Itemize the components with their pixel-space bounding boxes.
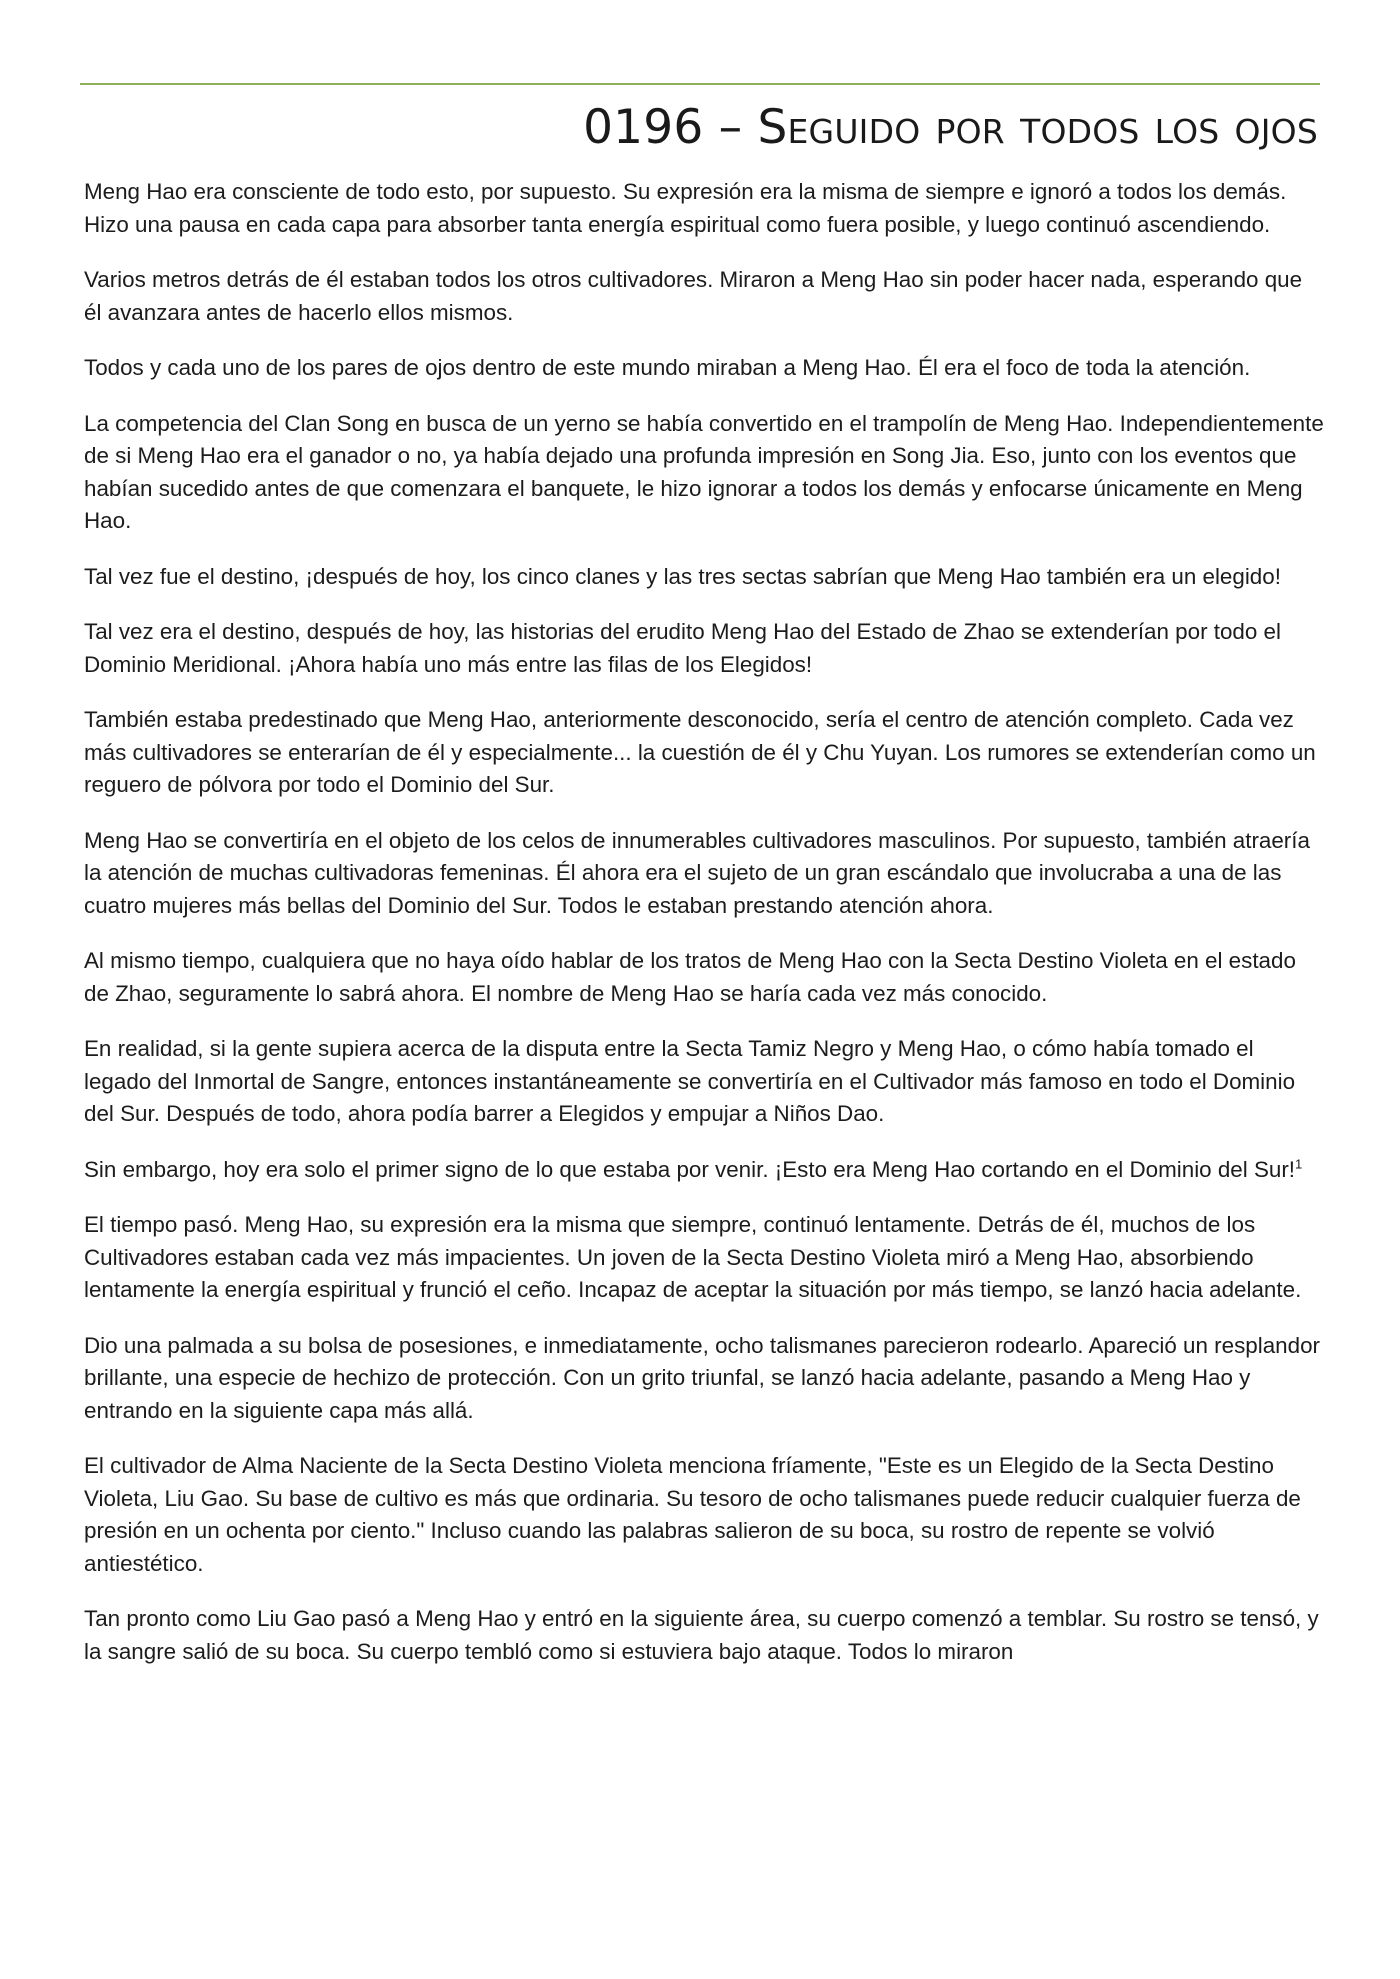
paragraph: Al mismo tiempo, cualquiera que no haya oído hablar de los tratos de Meng Hao con la Secta Destino Violeta en el estado de Zhao, seguramente lo sabrá ahora. El nombre de Meng Hao se haría cada vez más conocido.: [84, 948, 1296, 1006]
paragraph-with-footnote: [84, 1154, 1324, 1187]
paragraph: El cultivador de Alma Naciente de la Secta Destino Violeta menciona fríamente, "Este es un Elegido de la Secta Destino Violeta, Liu Gao. Su base de cultivo es más que ordinaria. Su tesoro de ocho talismanes puede reducir cualquier fuerza de presión en un ochenta por ciento." Incluso cuando las palabras salieron de su boca, su rostro de repente se volvió antiestético.: [84, 1453, 1301, 1576]
paragraph: Tal vez era el destino, después de hoy, las historias del erudito Meng Hao del Estado de Zhao se extenderían por todo el Dominio Meridional. ¡Ahora había uno más entre las filas de los Elegidos!: [84, 619, 1281, 677]
paragraph: La competencia del Clan Song en busca de un yerno se había convertido en el trampolín de Meng Hao. Independientemente de si Meng Hao era el ganador o no, ya había dejado una profunda impresión en Song Jia. Eso, junto con los eventos que habían sucedido antes de que comenzara el banquete, le hizo ignorar a todos los demás y enfocarse únicamente en Meng Hao.: [84, 410, 1324, 533]
footnote-marker[interactable]: 1: [1295, 1156, 1303, 1172]
paragraph: Dio una palmada a su bolsa de posesiones, e inmediatamente, ocho talismanes parecieron rodearlo. Apareció un resplandor brillante, una especie de hechizo de protección. Con un grito triunfal, se lanzó hacia adelante, pasando a Meng Hao y entrando en la siguiente capa más allá.: [84, 1332, 1320, 1423]
header-rule: [80, 83, 1320, 85]
paragraph: También estaba predestinado que Meng Hao, anteriormente desconocido, sería el centro de atención completo. Cada vez más cultivadores se enterarían de él y especialmente... la cuestión de él y Chu Yuyan. Los rumores se extenderían como un reguero de pólvora por todo el Dominio del Sur.: [84, 707, 1316, 797]
paragraph: Meng Hao se convertiría en el objeto de los celos de innumerables cultivadores masculinos. Por supuesto, también atraería la atención de muchas cultivadoras femeninas. Él ahora era el sujeto de un gran escándalo que involucraba a una de las cuatro mujeres más bellas del Dominio del Sur. Todos le estaban prestando atención ahora.: [84, 827, 1310, 918]
chapter-body: [84, 176, 1324, 1691]
paragraph: El tiempo pasó. Meng Hao, su expresión era la misma que siempre, continuó lentamente. Detrás de él, muchos de los Cultivadores estaban cada vez más impacientes. Un joven de la Secta Destino Violeta miró a Meng Hao, absorbiendo lentamente la energía espiritual y frunció el ceño. Incapaz de aceptar la situación por más tiempo, se lanzó hacia adelante.: [84, 1212, 1302, 1302]
paragraph-text: Sin embargo, hoy era solo el primer signo de lo que estaba por venir. ¡Esto era Meng Hao cortando en el Dominio del Sur!: [84, 1156, 1296, 1182]
paragraph: Meng Hao era consciente de todo esto, por supuesto. Su expresión era la misma de siempre e ignoró a todos los demás. Hizo una pausa en cada capa para absorber tanta energía espiritual como fuera posible, y luego continuó ascendiendo.: [84, 179, 1287, 237]
paragraph: Todos y cada uno de los pares de ojos dentro de este mundo miraban a Meng Hao. Él era el foco de toda la atención.: [84, 355, 1251, 380]
chapter-title: 0196 – Seguido por todos los ojos: [583, 100, 1318, 155]
paragraph: Varios metros detrás de él estaban todos los otros cultivadores. Miraron a Meng Hao sin poder hacer nada, esperando que él avanzara antes de hacerlo ellos mismos.: [84, 267, 1303, 325]
paragraph: En realidad, si la gente supiera acerca de la disputa entre la Secta Tamiz Negro y Meng Hao, o cómo había tomado el legado del Inmortal de Sangre, entonces instantáneamente se convertiría en el Cultivador más famoso en todo el Dominio del Sur. Después de todo, ahora podía barrer a Elegidos y empujar a Niños Dao.: [84, 1036, 1296, 1126]
paragraph: Tan pronto como Liu Gao pasó a Meng Hao y entró en la siguiente área, su cuerpo comenzó a temblar. Su rostro se tensó, y la sangre salió de su boca. Su cuerpo tembló como si estuviera bajo ataque. Todos lo miraron: [84, 1606, 1319, 1664]
paragraph: Tal vez fue el destino, ¡después de hoy, los cinco clanes y las tres sectas sabrían que Meng Hao también era un elegido!: [84, 563, 1281, 589]
